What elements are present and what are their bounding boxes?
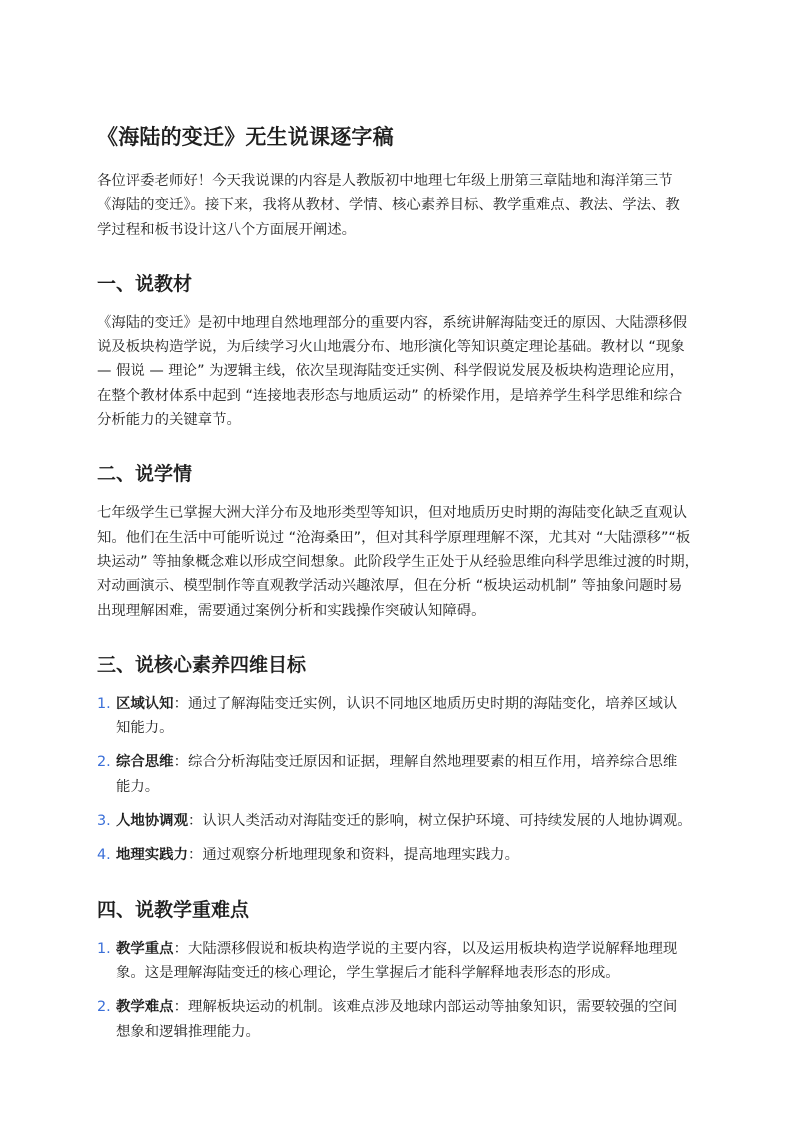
list-item-first-line: [116, 750, 697, 774]
list-item-second-line: 象。这是理解海陆变迁的核心理论，学生掌握后才能科学解释地表形态的形成。: [116, 964, 620, 981]
list-item: [97, 843, 697, 867]
section-paragraph-textbook: [97, 311, 697, 432]
section-heading-textbook: 一、说教材: [97, 272, 193, 295]
text-line: 在整个教材体系中起到 “连接地表形态与地质运动” 的桥梁作用，是培养学生科学思维和综合: [97, 387, 683, 404]
list-number: 3.: [97, 813, 111, 830]
list-text: ：综合分析海陆变迁原因和证据，理解自然地理要素的相互作用，培养综合思维: [173, 754, 678, 771]
text-line: 七年级学生已掌握大洲大洋分布及地形类型等知识，但对地质历史时期的海陆变化缺乏直观认: [97, 505, 688, 522]
section-paragraph-students: [97, 501, 700, 622]
text-line: 出现理解困难，需要通过案例分析和实践操作突破认知障碍。: [97, 602, 486, 619]
section-heading-goals: 三、说核心素养四维目标: [97, 653, 307, 676]
list-term: 教学重点: [116, 940, 174, 957]
list-number: 2.: [97, 999, 111, 1016]
text-line: 块运动” 等抽象概念难以形成空间想象。此阶段学生正处于从经验思维向科学思维过渡的时期，: [97, 553, 700, 570]
list-item-second-line: 知能力。: [116, 720, 174, 737]
text-line: 对动画演示、模型制作等直观教学活动兴趣浓厚，但在分析 “板块运动机制” 等抽象问题时易: [97, 578, 683, 595]
list-item-first-line: [116, 995, 697, 1019]
list-number: 1.: [97, 695, 111, 712]
list-text: ：大陆漂移假说和板块构造学说的主要内容，以及运用板块构造学说解释地理现: [173, 940, 678, 957]
document-title: 《海陆的变迁》无生说课逐字稿: [97, 125, 394, 149]
list-term: 人地协调观: [116, 813, 188, 830]
list-item-first-line: [116, 809, 697, 833]
list-item-first-line: [116, 692, 697, 716]
list-text: ：通过观察分析地理现象和资料，提高地理实践力。: [187, 847, 519, 864]
list-number: 4.: [97, 847, 111, 864]
list-item-first-line: [116, 937, 697, 961]
section-heading-key-points: 四、说教学重难点: [97, 898, 250, 921]
list-number: 2.: [97, 754, 111, 771]
list-term: 地理实践力: [116, 847, 188, 864]
text-line: 学过程和板书设计这八个方面展开阐述。: [97, 221, 357, 238]
list-item: [97, 750, 697, 799]
list-term: 教学难点: [116, 999, 174, 1016]
text-line: 《海陆的变迁》。接下来，我将从教材、学情、核心素养目标、教学重难点、教法、学法、教: [97, 197, 680, 214]
text-line: 分析能力的关键章节。: [97, 412, 241, 429]
text-line: 说及板块构造学说，为后续学习火山地震分布、地形演化等知识奠定理论基础。教材以 “现象: [97, 339, 685, 356]
section-heading-students: 二、说学情: [97, 463, 193, 486]
goals-list: [97, 692, 697, 868]
list-text: ：理解板块运动的机制。该难点涉及地球内部运动等抽象知识，需要较强的空间: [173, 999, 678, 1016]
list-item: [97, 995, 697, 1044]
intro-paragraph: [97, 169, 697, 242]
list-item-second-line: 能力。: [116, 778, 160, 795]
list-item-second-line: 想象和逻辑推理能力。: [116, 1023, 260, 1040]
text-line: 《海陆的变迁》是初中地理自然地理部分的重要内容，系统讲解海陆变迁的原因、大陆漂移假: [97, 314, 688, 331]
list-item: [97, 692, 697, 741]
key-points-list: [97, 937, 697, 1044]
list-text: ：通过了解海陆变迁实例，认识不同地区地质历史时期的海陆变化，培养区域认: [173, 695, 678, 712]
list-term: 区域认知: [116, 695, 174, 712]
list-item: [97, 809, 697, 833]
text-line: 各位评委老师好！今天我说课的内容是人教版初中地理七年级上册第三章陆地和海洋第三节: [97, 173, 673, 189]
list-item-first-line: [116, 843, 697, 867]
list-text: ：认识人类活动对海陆变迁的影响，树立保护环境、可持续发展的人地协调观。: [187, 813, 692, 830]
list-item: [97, 937, 697, 986]
text-line: — 假说 — 理论” 为逻辑主线，依次呈现海陆变迁实例、科学假说发展及板块构造理论应用，: [97, 363, 684, 380]
list-term: 综合思维: [116, 754, 174, 771]
list-number: 1.: [97, 940, 111, 957]
text-line: 知。他们在生活中可能听说过 “沧海桑田”，但对其科学原理理解不深，尤其对 “大陆漂移”“板: [97, 529, 691, 546]
